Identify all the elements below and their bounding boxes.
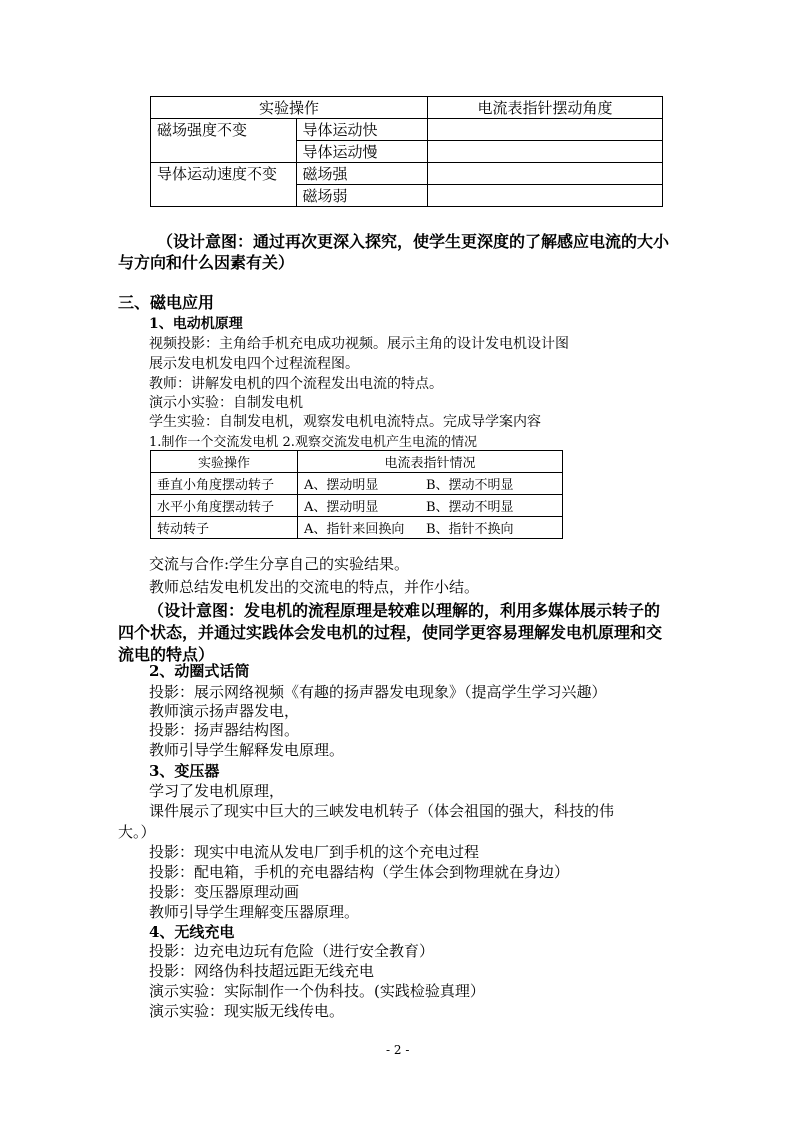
text-line: 演示实验：实际制作一个伪科技。(实践检验真理） xyxy=(149,982,485,1000)
table2-cell: 转动转子 xyxy=(151,517,298,539)
design-intent-2-line1: （设计意图：发电机的流程原理是较难以理解的，利用多媒体展示转子的 xyxy=(148,601,661,620)
text-line: 投影：变压器原理动画 xyxy=(149,883,300,901)
design-intent-2-line3: 流电的特点） xyxy=(118,645,215,664)
text-line: 学生实验：自制发电机，观察发电机电流特点。完成导学案内容 xyxy=(149,414,541,430)
text-line: 投影：展示网络视频《有趣的扬声器发电现象》（提高学生学习兴趣） xyxy=(149,683,607,701)
text-line: 演示小实验：自制发电机 xyxy=(149,395,303,411)
text-line: 投影：配电箱，手机的充电器结构（学生体会到物理就在身边） xyxy=(149,863,570,881)
text-line: 投影：边充电边玩有危险（进行安全教育） xyxy=(149,942,435,960)
table2-cell: A、指针来回换向 xyxy=(298,517,421,539)
subsection-4-title: 4、无线充电 xyxy=(149,923,235,941)
table1-header-angle: 电流表指针摆动角度 xyxy=(428,97,663,119)
text-line: 教师演示扬声器发电， xyxy=(149,702,300,720)
table1-empty-cell xyxy=(428,185,663,207)
table1-empty-cell xyxy=(428,141,663,163)
table2-cell: B、摆动不明显 xyxy=(420,473,563,495)
table2-cell: 垂直小角度摆动转子 xyxy=(151,473,298,495)
text-line: 交流与合作:学生分享自己的实验结果。 xyxy=(149,555,410,573)
subsection-2-title: 2、动圈式话筒 xyxy=(149,662,250,680)
text-line: 展示发电机发电四个过程流程图。 xyxy=(149,356,359,372)
table1-empty-cell xyxy=(428,163,663,185)
section-title: 三、磁电应用 xyxy=(118,293,215,312)
table1-cell: 导体运动慢 xyxy=(296,141,427,163)
design-intent-1-line1: （设计意图：通过再次更深入探究，使学生更深度的了解感应电流的大小 xyxy=(157,232,670,251)
subsection-3-title: 3、变压器 xyxy=(149,762,220,780)
text-line: 教师总结发电机发出的交流电的特点，并作小结。 xyxy=(149,578,480,596)
text-line: 学习了发电机原理， xyxy=(149,782,285,800)
table2-cell: 水平小角度摆动转子 xyxy=(151,495,298,517)
table1-cell: 导体运动快 xyxy=(296,119,427,141)
text-line: 视频投影：主角给手机充电成功视频。展示主角的设计发电机设计图 xyxy=(149,336,569,352)
page-number: - 2 - xyxy=(386,1043,410,1057)
design-intent-1-line2: 与方向和什么因素有关） xyxy=(118,253,295,272)
text-line: 教师：讲解发电机的四个流程发出电流的特点。 xyxy=(149,376,443,392)
text-line: 投影：现实中电流从发电厂到手机的这个充电过程 xyxy=(149,843,480,861)
table1-group1-label: 磁场强度不变 xyxy=(151,119,297,163)
table1-cell: 磁场弱 xyxy=(296,185,427,207)
table2-cell: B、指针不换向 xyxy=(420,517,563,539)
table1-header-op: 实验操作 xyxy=(151,97,428,119)
text-line: 教师引导学生理解变压器原理。 xyxy=(149,903,360,921)
design-intent-2-line2: 四个状态，并通过实践体会发电机的过程，使同学更容易理解发电机原理和交 xyxy=(118,623,663,642)
table2-cell: B、摆动不明显 xyxy=(420,495,563,517)
table2-header-op: 实验操作 xyxy=(151,451,298,473)
text-line: 大。） xyxy=(118,823,156,841)
experiment-table-1 xyxy=(150,96,663,207)
table1-empty-cell xyxy=(428,119,663,141)
text-line: 教师引导学生解释发电原理。 xyxy=(149,741,345,759)
text-line: 演示实验：现实版无线传电。 xyxy=(149,1002,345,1020)
text-line: 课件展示了现实中巨大的三峡发电机转子（体会祖国的强大，科技的伟 xyxy=(149,802,615,820)
table2-cell: A、摆动明显 xyxy=(298,495,421,517)
experiment-table-2 xyxy=(150,450,563,539)
text-line: 投影：扬声器结构图。 xyxy=(149,721,300,739)
table2-cell: A、摆动明显 xyxy=(298,473,421,495)
subsection-1-title: 1、电动机原理 xyxy=(149,316,243,332)
text-line: 投影：网络伪科技超远距无线充电 xyxy=(149,962,375,980)
text-line: 1.制作一个交流发电机 2.观察交流发电机产生电流的情况 xyxy=(149,435,477,450)
table1-group2-label: 导体运动速度不变 xyxy=(151,163,297,207)
table2-header-pointer: 电流表指针情况 xyxy=(298,451,563,473)
table1-cell: 磁场强 xyxy=(296,163,427,185)
